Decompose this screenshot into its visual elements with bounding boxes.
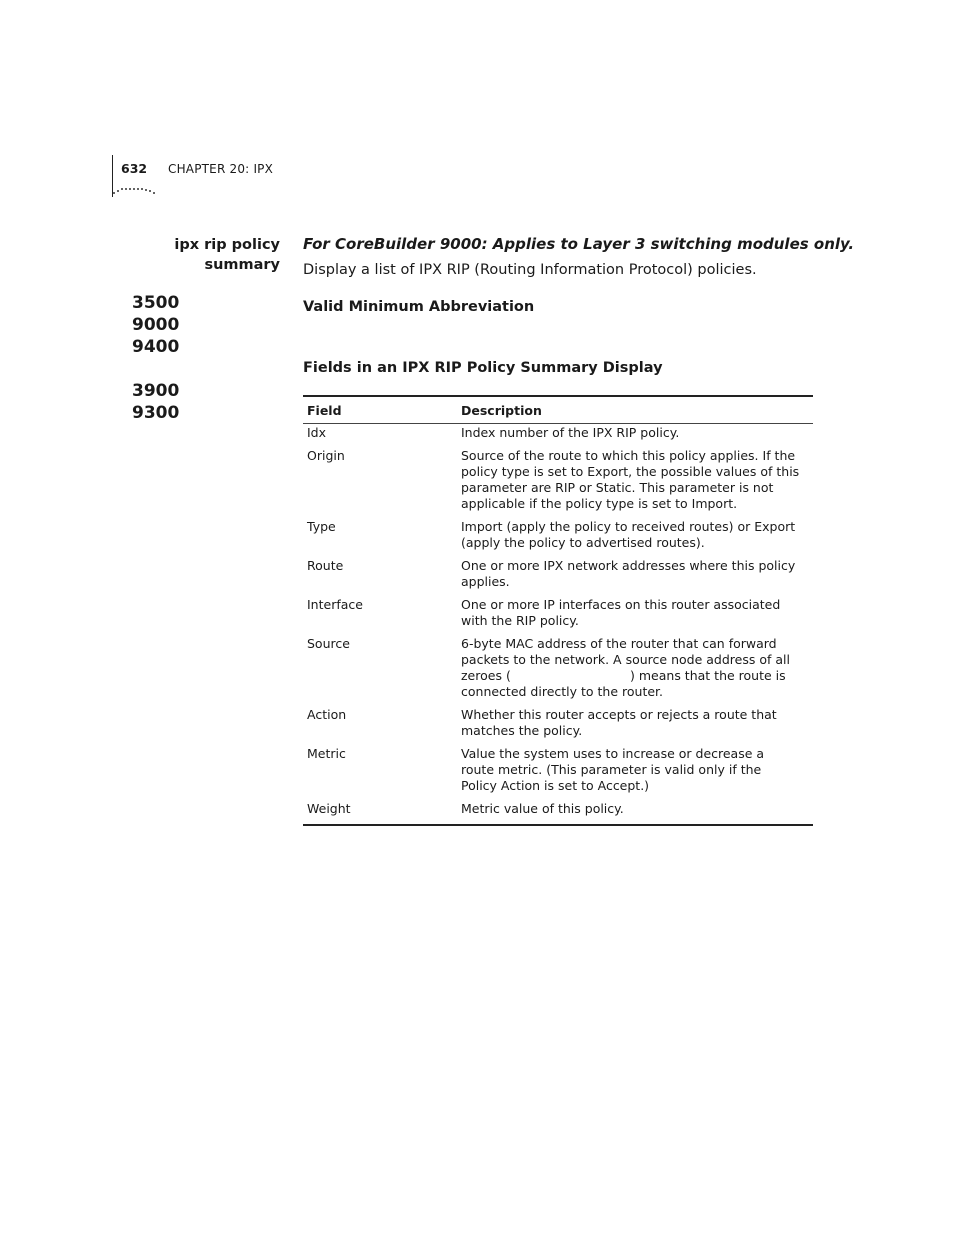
field-description: Import (apply the policy to received routes) or Export (apply the policy to advertised routes). bbox=[461, 519, 796, 550]
fields-table bbox=[303, 395, 813, 826]
valid-abbreviation-heading: Valid Minimum Abbreviation bbox=[303, 299, 535, 315]
command-title bbox=[150, 235, 280, 275]
platform-list bbox=[132, 292, 179, 424]
table-row bbox=[303, 636, 813, 707]
platform-label: 9300 bbox=[132, 403, 180, 423]
page-number: 632 bbox=[121, 161, 148, 176]
field-description: Value the system uses to increase or decrease a route metric. (This parameter is valid only if the Policy Action is set to Accept.) bbox=[461, 746, 765, 793]
platform-label: 9400 bbox=[132, 337, 180, 357]
field-name: Interface bbox=[307, 597, 363, 612]
field-name: Weight bbox=[307, 801, 351, 816]
command-title-line2: summary bbox=[204, 257, 280, 273]
field-description: Source of the route to which this policy applies. If the policy type is set to Export, the possible values of this parameter are RIP or Static. This parameter is not applicable if the policy type is set to Import. bbox=[461, 448, 800, 511]
field-name: Action bbox=[307, 707, 347, 722]
field-name: Type bbox=[307, 519, 336, 534]
field-description: Metric value of this policy. bbox=[461, 801, 624, 816]
field-name: Origin bbox=[307, 448, 345, 463]
table-row bbox=[303, 558, 813, 597]
table-row bbox=[303, 801, 813, 824]
platform-label: 3500 bbox=[132, 293, 180, 313]
table-row bbox=[303, 448, 813, 519]
field-name: Source bbox=[307, 636, 350, 651]
applicability-note: For CoreBuilder 9000: Applies to Layer 3 switching modules only. bbox=[303, 235, 855, 253]
header-dots-decoration bbox=[113, 185, 155, 195]
column-header-field: Field bbox=[307, 402, 342, 418]
table-body bbox=[303, 424, 813, 824]
column-header-description: Description bbox=[461, 402, 542, 418]
field-description: 6-byte MAC address of the router that can forward packets to the network. A source node address of all zeroes ( ) means that the route is connected directly to the router. bbox=[461, 636, 794, 699]
field-description: Whether this router accepts or rejects a route that matches the policy. bbox=[461, 707, 777, 738]
command-description: Display a list of IPX RIP (Routing Information Protocol) policies. bbox=[303, 262, 757, 278]
table-row bbox=[303, 519, 813, 558]
table-row bbox=[303, 597, 813, 636]
platform-label: 3900 bbox=[132, 381, 180, 401]
field-name: Idx bbox=[307, 425, 327, 440]
chapter-title: CHAPTER 20: IPX bbox=[168, 162, 274, 176]
field-description: One or more IPX network addresses where this policy applies. bbox=[461, 558, 796, 589]
field-name: Metric bbox=[307, 746, 346, 761]
table-row bbox=[303, 746, 813, 801]
table-row bbox=[303, 707, 813, 746]
table-header-row bbox=[303, 397, 813, 424]
table-row bbox=[303, 424, 813, 448]
field-description: Index number of the IPX RIP policy. bbox=[461, 425, 680, 440]
field-name: Route bbox=[307, 558, 344, 573]
field-description: One or more IP interfaces on this router associated with the RIP policy. bbox=[461, 597, 781, 628]
command-title-line1: ipx rip policy bbox=[174, 237, 280, 253]
table-caption: Fields in an IPX RIP Policy Summary Display bbox=[303, 360, 663, 376]
platform-label: 9000 bbox=[132, 315, 180, 335]
